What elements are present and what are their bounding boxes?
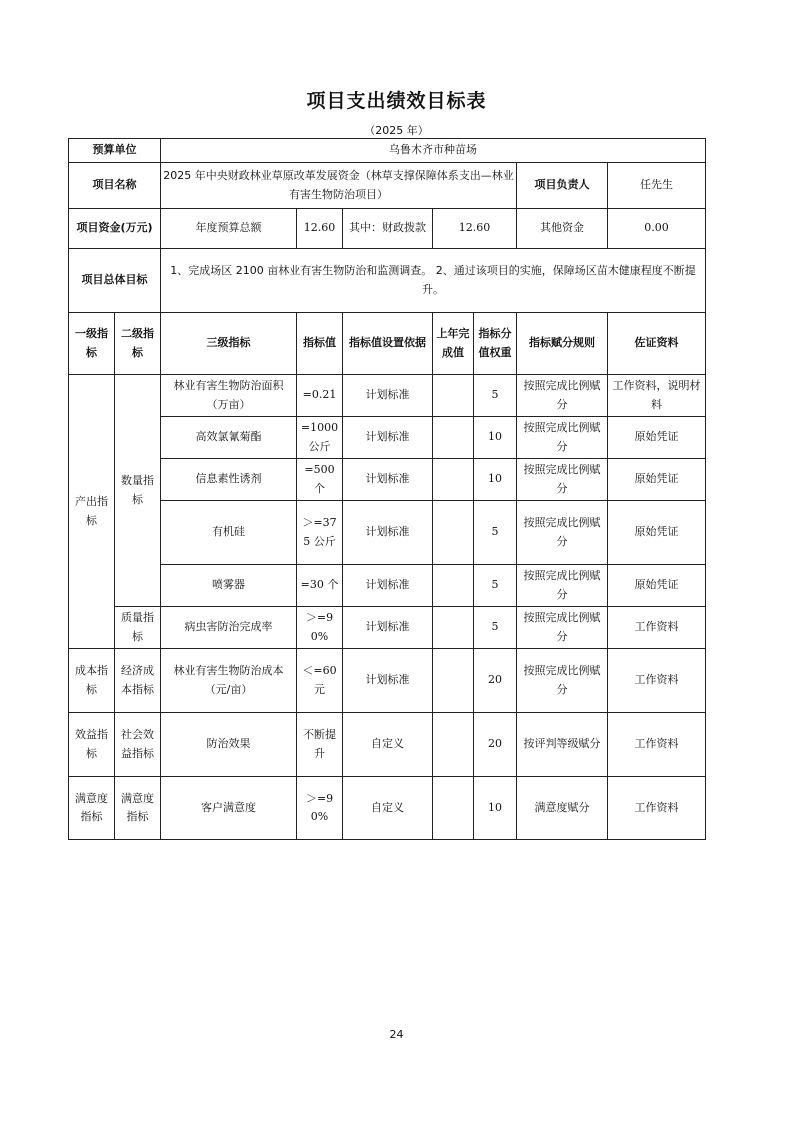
other-funds-value: 0.00 <box>608 209 706 249</box>
header-level3: 三级指标 <box>161 313 297 375</box>
indicator-name: 高效氯氰菊酯 <box>161 417 297 459</box>
page-number: 24 <box>389 1028 404 1041</box>
indicator-evidence: 原始凭证 <box>608 417 706 459</box>
indicator-last-year <box>433 375 474 417</box>
project-name-value: 2025 年中央财政林业草原改革发展资金（林草支撑保障体系支出—林业有害生物防治项目） <box>161 163 517 209</box>
project-name-label: 项目名称 <box>69 163 161 209</box>
group-satisfaction-sub: 满意度指标 <box>115 777 161 840</box>
group-benefit: 效益指标 <box>69 713 115 777</box>
indicator-weight: 5 <box>474 501 517 565</box>
indicator-basis: 自定义 <box>343 777 433 840</box>
header-last-year: 上年完成值 <box>433 313 474 375</box>
indicator-weight: 5 <box>474 565 517 607</box>
indicator-last-year <box>433 777 474 840</box>
indicator-basis: 计划标准 <box>343 417 433 459</box>
group-satisfaction: 满意度指标 <box>69 777 115 840</box>
table-row <box>69 649 706 713</box>
header-weight: 指标分值权重 <box>474 313 517 375</box>
unit-value: 乌鲁木齐市种苗场 <box>161 139 706 163</box>
indicator-last-year <box>433 459 474 501</box>
group-cost: 成本指标 <box>69 649 115 713</box>
fiscal-label: 其中：财政拨款 <box>343 209 433 249</box>
indicator-evidence: 原始凭证 <box>608 459 706 501</box>
table-row <box>69 459 706 501</box>
indicator-name: 林业有害生物防治成本（元/亩） <box>161 649 297 713</box>
indicator-rule: 按照完成比例赋分 <box>517 607 608 649</box>
table-row <box>69 375 706 417</box>
indicator-basis: 计划标准 <box>343 501 433 565</box>
indicator-basis: 计划标准 <box>343 649 433 713</box>
indicator-last-year <box>433 501 474 565</box>
indicator-last-year <box>433 417 474 459</box>
indicator-name: 病虫害防治完成率 <box>161 607 297 649</box>
indicator-rule: 按照完成比例赋分 <box>517 565 608 607</box>
indicator-weight: 5 <box>474 607 517 649</box>
indicator-rule: 按照完成比例赋分 <box>517 375 608 417</box>
indicator-weight: 10 <box>474 417 517 459</box>
table-row <box>69 713 706 777</box>
manager-label: 项目负责人 <box>517 163 608 209</box>
indicator-evidence: 原始凭证 <box>608 501 706 565</box>
indicator-evidence: 工作资料，说明材料 <box>608 375 706 417</box>
indicator-rule: 满意度赋分 <box>517 777 608 840</box>
group-output: 产出指标 <box>69 375 115 649</box>
indicator-name: 信息素性诱剂 <box>161 459 297 501</box>
indicator-evidence: 原始凭证 <box>608 565 706 607</box>
unit-label: 预算单位 <box>69 139 161 163</box>
indicator-name: 林业有害生物防治面积（万亩） <box>161 375 297 417</box>
indicator-last-year <box>433 607 474 649</box>
indicator-last-year <box>433 565 474 607</box>
indicator-evidence: 工作资料 <box>608 777 706 840</box>
indicator-value: =1000 公斤 <box>297 417 343 459</box>
indicator-evidence: 工作资料 <box>608 607 706 649</box>
performance-table <box>68 138 706 840</box>
indicator-value: ＞=375 公斤 <box>297 501 343 565</box>
indicator-value: ＞=90% <box>297 607 343 649</box>
group-social-benefit: 社会效益指标 <box>115 713 161 777</box>
indicator-weight: 20 <box>474 649 517 713</box>
group-quantity: 数量指标 <box>115 375 161 607</box>
header-level2: 二级指标 <box>115 313 161 375</box>
indicator-name: 客户满意度 <box>161 777 297 840</box>
indicator-value: ＞=90% <box>297 777 343 840</box>
indicator-name: 喷雾器 <box>161 565 297 607</box>
indicator-basis: 计划标准 <box>343 375 433 417</box>
fiscal-value: 12.60 <box>433 209 517 249</box>
page-title: 项目支出绩效目标表 <box>306 90 487 112</box>
table-row <box>69 607 706 649</box>
indicator-evidence: 工作资料 <box>608 649 706 713</box>
annual-budget-label: 年度预算总额 <box>161 209 297 249</box>
header-evidence: 佐证资料 <box>608 313 706 375</box>
indicator-name: 防治效果 <box>161 713 297 777</box>
indicator-weight: 5 <box>474 375 517 417</box>
group-economic-cost: 经济成本指标 <box>115 649 161 713</box>
header-rule: 指标赋分规则 <box>517 313 608 375</box>
indicator-value: 不断提升 <box>297 713 343 777</box>
table-row <box>69 417 706 459</box>
table-row <box>69 501 706 565</box>
indicator-last-year <box>433 713 474 777</box>
indicator-weight: 10 <box>474 777 517 840</box>
manager-value: 任先生 <box>608 163 706 209</box>
indicator-basis: 计划标准 <box>343 459 433 501</box>
header-value: 指标值 <box>297 313 343 375</box>
year-label: （2025 年） <box>364 124 429 137</box>
indicator-rule: 按照完成比例赋分 <box>517 417 608 459</box>
annual-budget-value: 12.60 <box>297 209 343 249</box>
indicator-value: =0.21 <box>297 375 343 417</box>
indicator-rule: 按照完成比例赋分 <box>517 459 608 501</box>
group-quality: 质量指标 <box>115 607 161 649</box>
overall-goal-label: 项目总体目标 <box>69 249 161 313</box>
indicator-rule: 按照完成比例赋分 <box>517 501 608 565</box>
indicator-value: =500 个 <box>297 459 343 501</box>
header-basis: 指标值设置依据 <box>343 313 433 375</box>
funds-label: 项目资金(万元) <box>69 209 161 249</box>
indicator-value: =30 个 <box>297 565 343 607</box>
indicator-weight: 20 <box>474 713 517 777</box>
indicator-basis: 计划标准 <box>343 565 433 607</box>
indicator-value: ＜=60 元 <box>297 649 343 713</box>
indicator-last-year <box>433 649 474 713</box>
overall-goal-value: 1、完成场区 2100 亩林业有害生物防治和监测调查。 2、通过该项目的实施，保障场区苗木健康程度不断提升。 <box>161 249 706 313</box>
indicator-basis: 自定义 <box>343 713 433 777</box>
table-row <box>69 565 706 607</box>
table-row <box>69 777 706 840</box>
indicator-name: 有机硅 <box>161 501 297 565</box>
indicator-rule: 按照完成比例赋分 <box>517 649 608 713</box>
indicator-evidence: 工作资料 <box>608 713 706 777</box>
other-funds-label: 其他资金 <box>517 209 608 249</box>
indicator-basis: 计划标准 <box>343 607 433 649</box>
header-level1: 一级指标 <box>69 313 115 375</box>
indicator-rule: 按评判等级赋分 <box>517 713 608 777</box>
indicator-weight: 10 <box>474 459 517 501</box>
